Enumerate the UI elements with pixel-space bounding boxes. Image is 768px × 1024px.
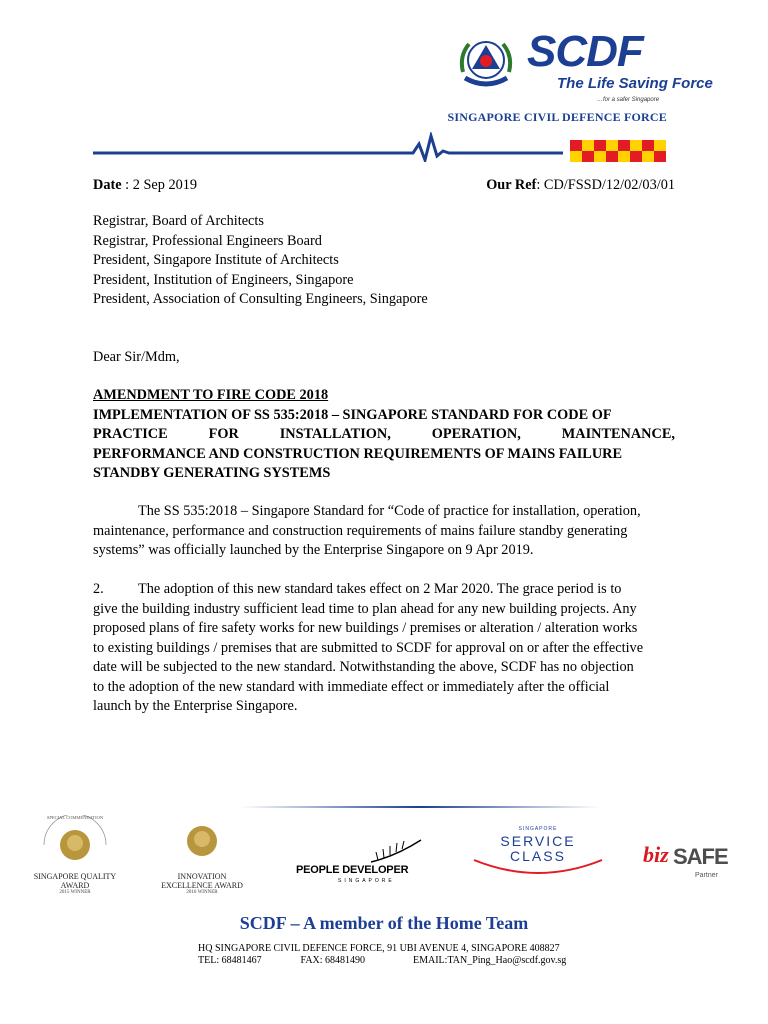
scdf-logo [527, 27, 713, 110]
date-value: : 2 Sep 2019 [125, 177, 198, 193]
scdf-wordmark: SCDF [527, 27, 643, 76]
checkerboard-band [570, 140, 666, 162]
award-year: 2015 WINNER [59, 890, 91, 895]
telephone: TEL: 68481467 [198, 955, 262, 966]
salutation: Dear Sir/Mdm, [93, 349, 180, 365]
innovation-excellence-award-logo [157, 815, 247, 905]
addressee: Registrar, Professional Engineers Board [93, 232, 322, 249]
paragraph-1 [93, 502, 675, 561]
lion-award-icon [157, 815, 247, 867]
service-class-line2: CLASS [510, 848, 566, 864]
service-class-logo [470, 822, 606, 882]
service-class-top: SINGAPORE [518, 826, 558, 832]
scdf-tagline: The Life Saving Force [557, 75, 713, 92]
subject-heading [93, 386, 675, 484]
subject-word: MAINTENANCE, [561, 426, 675, 442]
email: EMAIL:TAN_Ping_Hao@scdf.gov.sg [413, 955, 567, 966]
people-developer-subtext: SINGAPORE [338, 878, 395, 884]
subject-line-4: PERFORMANCE AND CONSTRUCTION REQUIREMENTS OF MAINS FAILURE [93, 445, 623, 462]
subject-line-1: AMENDMENT TO FIRE CODE 2018 [93, 387, 329, 403]
paragraph-1-line: systems” was officially launched by the Enterprise Singapore on 9 Apr 2019. [93, 542, 534, 558]
paragraph-2-line: give the building industry sufficient lead time to plan ahead for any new building projects. Any [93, 600, 637, 617]
paragraph-1-line: The SS 535:2018 – Singapore Standard for “Code of practice for installation, operation, [138, 503, 641, 519]
award-year: 2016 WINNER [186, 890, 218, 895]
award-top-text: SPECIAL COMMENDATION [46, 815, 104, 820]
reference-line [486, 176, 675, 196]
fern-icon [366, 838, 426, 864]
addressee: President, Institution of Engineers, Singapore [93, 271, 354, 288]
ref-value: : CD/FSSD/12/02/03/01 [536, 177, 675, 193]
date-line [93, 176, 197, 196]
addressee: President, Association of Consulting Engineers, Singapore [93, 291, 428, 307]
subject-word: OPERATION, [431, 426, 521, 442]
paragraph-2-line: proposed plans of fire safety works for new buildings / premises or alteration / alteration works [93, 620, 638, 636]
service-class-line1: SERVICE [500, 833, 576, 849]
people-developer-text: PEOPLE DEVELOPER [296, 864, 409, 876]
subject-word: PRACTICE [93, 426, 168, 442]
people-developer-logo [296, 838, 428, 888]
bizsafe-safe: SAFE [673, 844, 728, 869]
ref-label: Our Ref [486, 177, 537, 193]
subject-line-3 [93, 425, 675, 445]
addressee: Registrar, Board of Architects [93, 213, 264, 229]
scdf-crest-icon [455, 32, 517, 94]
organisation-name: SINGAPORE CIVIL DEFENCE FORCE [447, 110, 667, 124]
singapore-quality-award-logo [30, 815, 120, 905]
date-label: Date [93, 177, 122, 193]
heartbeat-divider [93, 132, 563, 162]
paragraph-2-line: to the adoption of the new standard with immediate effect or immediately after the official [93, 678, 610, 695]
paragraph-2-line: date will be subjected to the new standard. Notwithstanding the above, SCDF has no objection [93, 659, 634, 675]
footer-divider [240, 806, 600, 808]
paragraph-2 [93, 580, 675, 717]
paragraph-2-line: The adoption of this new standard takes effect on 2 Mar 2020. The grace period is to [138, 581, 622, 597]
award-name: SINGAPORE QUALITY AWARD [33, 872, 117, 890]
paragraph-2-line: launch by the Enterprise Singapore. [93, 698, 298, 714]
scdf-subtagline: …for a safer Singapore [597, 97, 660, 103]
paragraph-2-line: to existing buildings / premises that are submitted to SCDF for approval on or after the effective [93, 639, 644, 656]
home-team-tagline: SCDF – A member of the Home Team [239, 913, 529, 933]
addressee-list [93, 212, 428, 310]
subject-word: INSTALLATION, [279, 426, 391, 442]
subject-line-5: STANDBY GENERATING SYSTEMS [93, 465, 331, 481]
award-name: INNOVATION EXCELLENCE AWARD [161, 872, 243, 890]
bizsafe-partner-logo [643, 838, 727, 888]
paragraph-1-line: maintenance, performance and construction requirements of mains failure standby generating [93, 522, 628, 539]
contact-line [198, 955, 566, 967]
bizsafe-partner: Partner [695, 872, 718, 879]
hq-address: HQ SINGAPORE CIVIL DEFENCE FORCE, 91 UBI AVENUE 4, SINGAPORE 408827 [198, 943, 560, 954]
service-swoosh-icon [470, 856, 606, 880]
fax: FAX: 68481490 [300, 955, 366, 966]
subject-word: FOR [208, 426, 239, 442]
addressee: President, Singapore Institute of Architects [93, 252, 339, 268]
lion-award-icon [30, 815, 120, 867]
bizsafe-biz: biz [643, 842, 669, 867]
paragraph-number: 2. [93, 581, 104, 597]
subject-line-2: IMPLEMENTATION OF SS 535:2018 – SINGAPORE STANDARD FOR CODE OF [93, 406, 612, 423]
